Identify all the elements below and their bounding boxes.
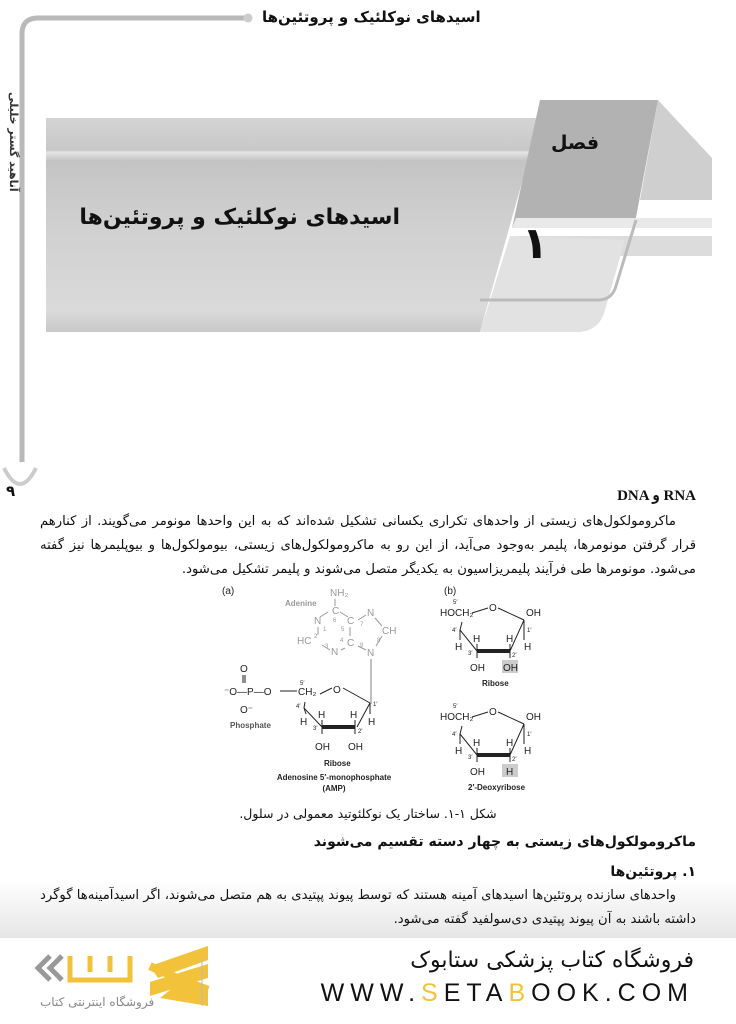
- panel-b: [440, 586, 541, 792]
- atom-label: OH: [526, 608, 541, 619]
- carbon-number: 2′: [358, 729, 363, 735]
- atom-label: NH₂: [330, 588, 349, 599]
- atom-label: H: [300, 717, 308, 728]
- carbon-number: 5′: [453, 600, 458, 606]
- url-part: B: [508, 979, 532, 1007]
- running-title: اسیدهای نوکلئیک و پروتئین‌ها: [262, 8, 481, 26]
- ribose-label-a: Ribose: [324, 759, 351, 768]
- figure-container: [0, 582, 736, 802]
- atom-label: N: [331, 647, 339, 658]
- atom-label: OH: [315, 742, 330, 753]
- atom-label: N: [314, 616, 322, 627]
- atom-label: H: [318, 710, 326, 721]
- carbon-number: 4′: [296, 704, 301, 710]
- atom-label: O: [333, 685, 341, 696]
- paragraph-proteins: واحدهای سازنده پروتئین‌ها اسیدهای آمینه هستند که توسط پیوند پپتیدی به هم متصل می‌شوند، اگر اسیدآمینه‌ها گوگرد داشته باشند به آن پیوند پپتیدی دی‌سولفید گفته می‌شود.: [40, 888, 696, 927]
- atom-label: HOCH₂: [440, 608, 474, 619]
- side-author-text: آناهید گستر خلیلی: [7, 92, 20, 192]
- atom-label: N: [367, 608, 375, 619]
- atom-label: H: [506, 634, 514, 645]
- ring-position-number: 4: [340, 638, 344, 644]
- subheading-proteins: ۱. پروتئین‌ها: [610, 864, 696, 880]
- ring-position-number: 2: [314, 634, 318, 640]
- atom-label: O: [489, 707, 497, 718]
- atom-label: OH: [470, 663, 485, 674]
- url-part: S: [421, 979, 444, 1007]
- chapter-title: اسیدهای نوکلئیک و پروتئین‌ها: [79, 205, 400, 230]
- url-part: ETA: [443, 979, 509, 1007]
- atom-label: OH: [348, 742, 363, 753]
- phosphate-group: ⁻O—P—O: [224, 687, 272, 698]
- carbon-number: 4′: [452, 628, 457, 634]
- atom-label: H: [524, 746, 532, 757]
- adenine-label: Adenine: [285, 599, 317, 608]
- ring-position-number: 1: [323, 627, 327, 633]
- atom-label: CH: [382, 626, 397, 637]
- atom-label: H: [368, 717, 376, 728]
- atom-label: O: [489, 603, 497, 614]
- store-name: فروشگاه کتاب پزشکی ستابوک: [410, 948, 694, 973]
- carbon-number: 2′: [512, 653, 517, 659]
- chapter-number: ۱: [521, 218, 549, 269]
- chapter-label: فصل: [550, 132, 600, 154]
- paragraph-macromolecules: ماکرومولکول‌های زیستی از واحدهای تکراری یکسانی تشکیل شده‌اند که به این واحدها مونومر می‌گویند. از کنارهم قرار گرفتن مونومرها، پلیمر به‌وجود می‌آید، از این رو به ماکرومولکول‌های زیستی، بیومولکول‌ها و بیوپلیمرها نیز گفته می‌شود. مونومرها طی فرآیند پلیمریزاسیون به یکدیگر متصل می‌شوند و پلیمر تشکیل می‌شود.: [40, 514, 696, 577]
- sugar-name: 2′-Deoxyribose: [468, 783, 526, 792]
- url-part: WWW.: [320, 979, 422, 1007]
- two-prime-substituent: H: [506, 767, 514, 778]
- section-heading-dna-rna: DNA و RNA: [617, 488, 696, 504]
- page-number: ۹: [6, 482, 16, 500]
- atom-label: CH₂: [298, 687, 317, 698]
- carbon-number: 3′: [468, 755, 473, 761]
- proteins-section: [0, 856, 736, 938]
- two-prime-substituent: OH: [503, 663, 518, 674]
- atom-label: H: [506, 738, 514, 749]
- carbon-number: 1′: [527, 628, 532, 634]
- atom-label: H: [524, 642, 532, 653]
- ring-position-number: 3: [325, 644, 329, 650]
- page-frame-decoration: [0, 0, 736, 500]
- section-heading-macromolecules: ماکرومولکول‌های زیستی به چهار دسته تقسیم می‌شوند: [313, 834, 696, 850]
- carbon-number: 4′: [452, 732, 457, 738]
- footer-banner: [0, 938, 736, 1018]
- sugar-name: Ribose: [482, 679, 509, 688]
- carbon-number: 1′: [373, 702, 378, 708]
- atom-label: O⁻: [240, 705, 254, 716]
- logo-subtitle: فروشگاه اینترنتی کتاب: [40, 995, 155, 1009]
- carbon-number: 3′: [468, 651, 473, 657]
- ring-position-number: 5: [341, 627, 345, 633]
- panel-b-label: (b): [444, 586, 457, 597]
- atom-label: OH: [526, 712, 541, 723]
- ring-position-number: 8: [377, 638, 381, 644]
- amp-abbr: (AMP): [322, 784, 346, 793]
- atom-label: H: [473, 738, 481, 749]
- ring-position-number: 6: [333, 618, 337, 624]
- page-body: [0, 486, 736, 1018]
- panel-a: [222, 586, 396, 793]
- amp-name: Adenosine 5′-monophosphate: [276, 773, 392, 782]
- figure-caption: شکل ۱-۱. ساختار یک نوکلئوتید معمولی در سلول.: [239, 806, 497, 821]
- atom-label: H: [473, 634, 481, 645]
- carbon-number: 5′: [300, 681, 305, 687]
- atom-label: H: [455, 746, 463, 757]
- carbon-number: 5′: [453, 704, 458, 710]
- url-part: OOK.COM: [531, 979, 694, 1007]
- deoxyribose-structure: [440, 704, 541, 792]
- atom-label: HC: [297, 636, 312, 647]
- atom-label: O: [240, 664, 248, 675]
- ribose-structure: [440, 600, 541, 688]
- nucleotide-figure: [200, 582, 580, 802]
- ring-position-number: 9: [360, 643, 364, 649]
- atom-label: C: [332, 606, 340, 617]
- ring-position-number: 7: [360, 622, 364, 628]
- carbon-number: 2′: [512, 757, 517, 763]
- carbon-number: 1′: [527, 732, 532, 738]
- carbon-number: 3′: [313, 726, 318, 732]
- phosphate-label: Phosphate: [230, 721, 271, 730]
- atom-label: C: [347, 638, 355, 649]
- atom-label: HOCH₂: [440, 712, 474, 723]
- atom-label: H: [455, 642, 463, 653]
- panel-a-label: (a): [222, 586, 235, 597]
- atom-label: OH: [470, 767, 485, 778]
- store-url[interactable]: [321, 978, 694, 1008]
- atom-label: H: [350, 710, 358, 721]
- atom-label: C: [347, 616, 355, 627]
- atom-label: N: [367, 648, 375, 659]
